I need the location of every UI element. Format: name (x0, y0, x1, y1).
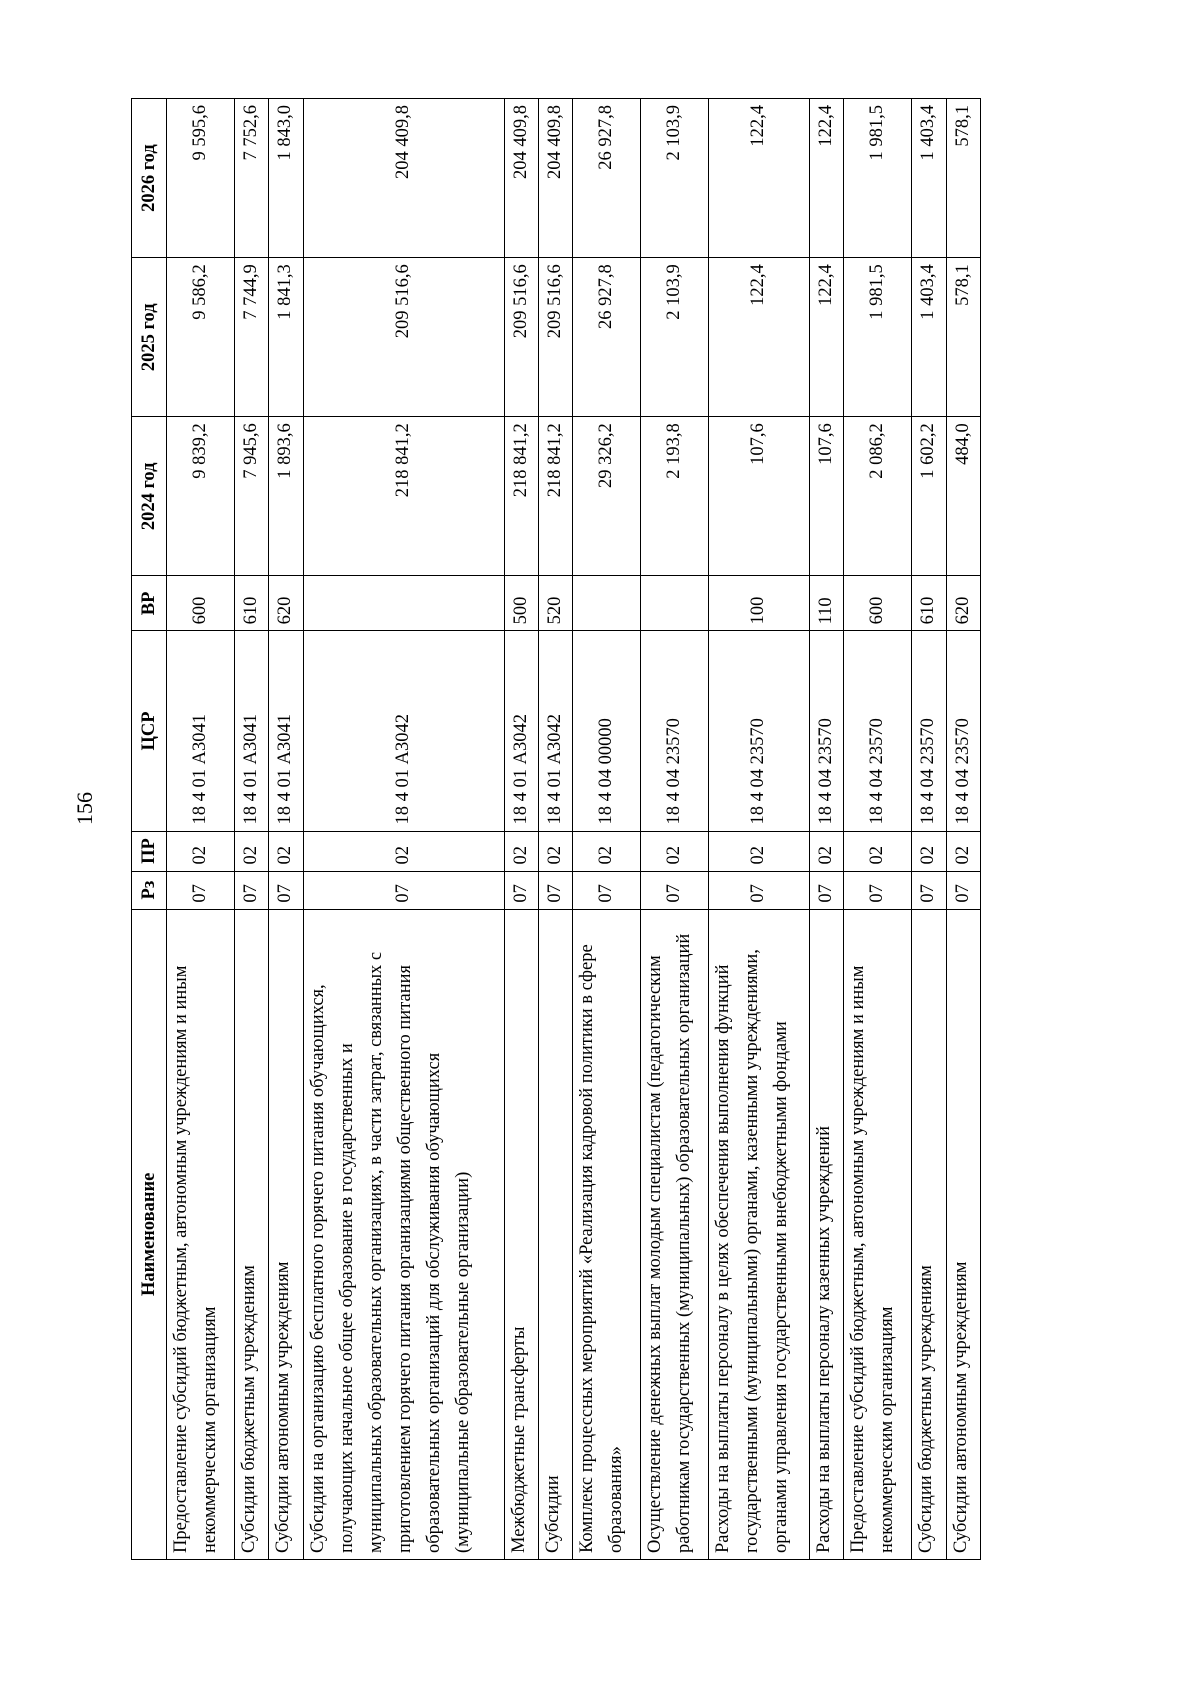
cell-rz: 07 (234, 871, 268, 909)
cell-vr: 620 (269, 576, 303, 631)
cell-name: Предоставление субсидий бюджетным, автономным учреждениям и иным некоммерческим организациям (167, 909, 235, 1559)
cell-2026: 204 409,8 (504, 99, 538, 258)
header-rz: Рз (132, 871, 167, 909)
cell-vr: 100 (708, 576, 809, 631)
header-pr: ПР (132, 831, 167, 871)
cell-csr: 18 4 01 А3041 (167, 631, 235, 831)
cell-2025: 7 744,9 (234, 258, 268, 417)
cell-pr: 02 (504, 831, 538, 871)
cell-2025: 1 981,5 (844, 258, 912, 417)
budget-table (131, 98, 981, 1560)
cell-2024: 9 839,2 (167, 417, 235, 576)
cell-name: Межбюджетные трансферты (504, 909, 538, 1559)
cell-2025: 26 927,8 (573, 258, 641, 417)
cell-name: Расходы на выплаты персоналу в целях обеспечения выполнения функций государственными (муниципальными) органами, казенными учреждениями, органами управления государственными внебюджетными фондами (708, 909, 809, 1559)
cell-2026: 7 752,6 (234, 99, 268, 258)
cell-csr: 18 4 01 А3042 (504, 631, 538, 831)
cell-2026: 1 403,4 (912, 99, 946, 258)
cell-2024: 218 841,2 (504, 417, 538, 576)
cell-name: Осуществление денежных выплат молодым специалистам (педагогическим работникам государственных (муниципальных) образовательных организаций (641, 909, 709, 1559)
cell-rz: 07 (303, 871, 504, 909)
cell-2026: 122,4 (809, 99, 843, 258)
cell-2025: 1 841,3 (269, 258, 303, 417)
table-row (504, 99, 538, 1560)
cell-vr (303, 576, 504, 631)
cell-csr: 18 4 04 23570 (844, 631, 912, 831)
cell-csr: 18 4 04 00000 (573, 631, 641, 831)
cell-2026: 1 843,0 (269, 99, 303, 258)
cell-name: Предоставление субсидий бюджетным, автономным учреждениям и иным некоммерческим организациям (844, 909, 912, 1559)
rotated-table-container (131, 98, 981, 1560)
cell-rz: 07 (708, 871, 809, 909)
cell-rz: 07 (809, 871, 843, 909)
cell-pr: 02 (234, 831, 268, 871)
header-2026: 2026 год (132, 99, 167, 258)
cell-csr: 18 4 04 23570 (809, 631, 843, 831)
cell-pr: 02 (303, 831, 504, 871)
cell-rz: 07 (912, 871, 946, 909)
cell-rz: 07 (844, 871, 912, 909)
cell-csr: 18 4 01 А3041 (269, 631, 303, 831)
cell-rz: 07 (573, 871, 641, 909)
cell-vr: 520 (538, 576, 572, 631)
cell-pr: 02 (912, 831, 946, 871)
cell-pr: 02 (538, 831, 572, 871)
table-row (641, 99, 709, 1560)
cell-csr: 18 4 01 А3041 (234, 631, 268, 831)
cell-2024: 29 326,2 (573, 417, 641, 576)
cell-rz: 07 (946, 871, 981, 909)
cell-pr: 02 (844, 831, 912, 871)
cell-name: Субсидии автономным учреждениям (269, 909, 303, 1559)
table-row (269, 99, 303, 1560)
cell-rz: 07 (167, 871, 235, 909)
cell-rz: 07 (504, 871, 538, 909)
cell-rz: 07 (538, 871, 572, 909)
cell-vr (573, 576, 641, 631)
cell-2024: 484,0 (946, 417, 981, 576)
table-row (946, 99, 981, 1560)
table-header-row (132, 99, 167, 1560)
table-row (809, 99, 843, 1560)
cell-2026: 1 981,5 (844, 99, 912, 258)
cell-2026: 204 409,8 (303, 99, 504, 258)
table-row (234, 99, 268, 1560)
cell-2025: 209 516,6 (538, 258, 572, 417)
cell-name: Субсидии на организацию бесплатного горячего питания обучающихся, получающих начальное общее образование в государственных и муниципальных образовательных организациях, в части затрат, связанных с приготовлением горячего питания организациями общественного питания образовательных организаций для обслуживания обучающихся (муниципальные образовательные организации) (303, 909, 504, 1559)
table-row (573, 99, 641, 1560)
cell-name: Комплекс процессных мероприятий «Реализация кадровой политики в сфере образования» (573, 909, 641, 1559)
cell-vr: 620 (946, 576, 981, 631)
cell-rz: 07 (641, 871, 709, 909)
cell-2024: 218 841,2 (303, 417, 504, 576)
cell-2024: 1 602,2 (912, 417, 946, 576)
cell-csr: 18 4 04 23570 (946, 631, 981, 831)
cell-csr: 18 4 01 А3042 (538, 631, 572, 831)
cell-2026: 26 927,8 (573, 99, 641, 258)
cell-csr: 18 4 04 23570 (641, 631, 709, 831)
cell-csr: 18 4 01 А3042 (303, 631, 504, 831)
cell-name: Расходы на выплаты персоналу казенных учреждений (809, 909, 843, 1559)
cell-name: Субсидии (538, 909, 572, 1559)
table-row (912, 99, 946, 1560)
cell-2025: 209 516,6 (504, 258, 538, 417)
cell-csr: 18 4 04 23570 (708, 631, 809, 831)
cell-vr: 600 (844, 576, 912, 631)
cell-pr: 02 (946, 831, 981, 871)
cell-2025: 1 403,4 (912, 258, 946, 417)
cell-vr (641, 576, 709, 631)
table-row (708, 99, 809, 1560)
cell-vr: 610 (912, 576, 946, 631)
cell-2026: 122,4 (708, 99, 809, 258)
cell-name: Субсидии бюджетным учреждениям (234, 909, 268, 1559)
table-row (538, 99, 572, 1560)
cell-pr: 02 (573, 831, 641, 871)
cell-2026: 9 595,6 (167, 99, 235, 258)
cell-pr: 02 (269, 831, 303, 871)
cell-vr: 610 (234, 576, 268, 631)
cell-vr: 500 (504, 576, 538, 631)
cell-vr: 600 (167, 576, 235, 631)
cell-2024: 2 086,2 (844, 417, 912, 576)
cell-pr: 02 (809, 831, 843, 871)
cell-pr: 02 (167, 831, 235, 871)
cell-2024: 218 841,2 (538, 417, 572, 576)
cell-pr: 02 (641, 831, 709, 871)
cell-2024: 107,6 (809, 417, 843, 576)
cell-vr: 110 (809, 576, 843, 631)
table-row (844, 99, 912, 1560)
cell-2025: 9 586,2 (167, 258, 235, 417)
cell-2024: 107,6 (708, 417, 809, 576)
cell-rz: 07 (269, 871, 303, 909)
cell-name: Субсидии бюджетным учреждениям (912, 909, 946, 1559)
cell-2024: 7 945,6 (234, 417, 268, 576)
header-2025: 2025 год (132, 258, 167, 417)
cell-2025: 122,4 (809, 258, 843, 417)
cell-2024: 2 193,8 (641, 417, 709, 576)
cell-csr: 18 4 04 23570 (912, 631, 946, 831)
cell-2026: 2 103,9 (641, 99, 709, 258)
page-number: 156 (72, 792, 97, 825)
cell-name: Субсидии автономным учреждениям (946, 909, 981, 1559)
header-2024: 2024 год (132, 417, 167, 576)
header-name: Наименование (132, 909, 167, 1559)
cell-2025: 209 516,6 (303, 258, 504, 417)
cell-pr: 02 (708, 831, 809, 871)
cell-2025: 122,4 (708, 258, 809, 417)
table-row (303, 99, 504, 1560)
cell-2026: 578,1 (946, 99, 981, 258)
header-csr: ЦСР (132, 631, 167, 831)
header-vr: ВР (132, 576, 167, 631)
cell-2025: 2 103,9 (641, 258, 709, 417)
cell-2026: 204 409,8 (538, 99, 572, 258)
cell-2024: 1 893,6 (269, 417, 303, 576)
cell-2025: 578,1 (946, 258, 981, 417)
table-row (167, 99, 235, 1560)
